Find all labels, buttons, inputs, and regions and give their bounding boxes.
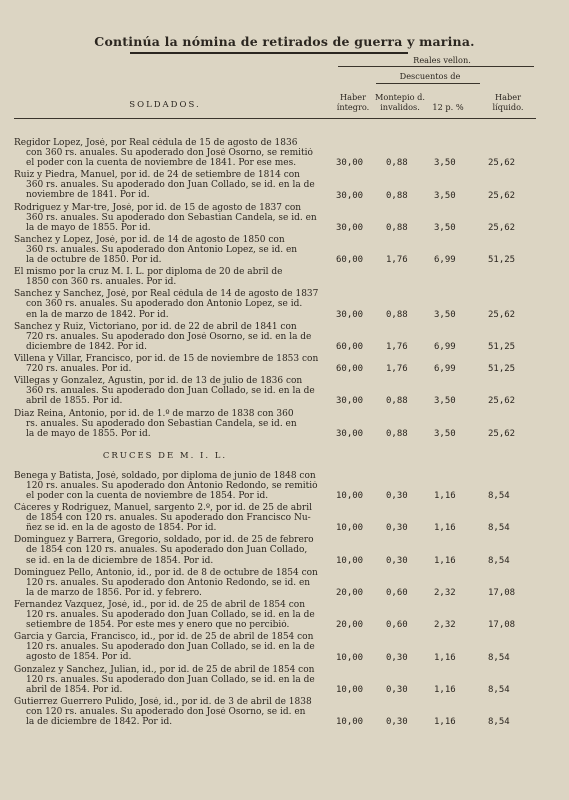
entry-line: la de octubre de 1850. Por id.	[26, 255, 162, 266]
list-item	[14, 170, 336, 200]
entry-line: la de mayo de 1855. Por id.	[26, 222, 151, 233]
montepio-value: 0,88	[386, 309, 408, 320]
page-title: Continúa la nómina de retirados de guerra y marina.	[94, 34, 475, 49]
montepio-value: 1,76	[386, 364, 408, 375]
entry-line: Garcia y Garcia, Francisco, id., por id. de 25 de abril de 1854 con	[14, 632, 314, 643]
doce-value: 1,16	[434, 491, 456, 501]
doce-value: 6,99	[434, 341, 456, 352]
montepio-value: 0,60	[386, 587, 408, 598]
list-item	[14, 235, 336, 265]
montepio-value: 0,88	[386, 428, 408, 439]
entry-line: con 360 rs. anuales. Su apoderado don Antonio Lopez, se id.	[26, 299, 303, 310]
doce-value: 3,50	[434, 309, 456, 320]
list-item	[14, 289, 336, 319]
entry-line: Dominguez y Barrera, Gregorio, soldado, por id. de 25 de febrero	[14, 535, 314, 546]
entry-line: ñez se id. en la de agosto de 1854. Por id.	[26, 523, 217, 534]
entry-line: setiembre de 1854. Por este mes y enero que no percibió.	[26, 620, 290, 631]
entry-line: con 360 rs. anuales. Su apoderado don José Osorno, se remitió	[26, 148, 313, 159]
entry-line: de 1854 con 120 rs. anuales. Su apoderado don Francisco Nu-	[26, 513, 311, 524]
header-haber-liquido-1: Haber	[494, 92, 522, 102]
entry-line: 120 rs. anuales. Su apoderado don Juan Collado, se id. en la de	[26, 674, 315, 685]
haber-integro-value: 60,00	[336, 255, 364, 266]
entry-line: el poder con la cuenta de noviembre de 1854. Por id.	[26, 490, 269, 501]
list-item	[14, 535, 336, 565]
entry-line: el poder con la cuenta de noviembre de 1841. Por ese mes.	[26, 158, 297, 169]
list-item	[14, 322, 336, 352]
haber-integro-value: 10,00	[336, 555, 364, 566]
list-item	[14, 267, 336, 287]
haber-integro-value: 10,00	[336, 652, 364, 663]
list-item	[14, 568, 336, 598]
haber-integro-value: 30,00	[336, 396, 364, 407]
header-montepio-2: invalidos.	[380, 102, 420, 112]
haber-integro-value: 30,00	[336, 428, 364, 439]
entry-line: 720 rs. anuales. Por id.	[26, 364, 132, 375]
entry-line: diciembre de 1842. Por id.	[26, 341, 148, 352]
header-rule-descuentos	[376, 83, 480, 84]
entry-line: Villegas y Gonzalez, Agustin, por id. de 13 de julio de 1836 con	[14, 376, 303, 387]
title-underline	[130, 52, 408, 54]
entry-line: Fernandez Vazquez, José, id., por id. de 25 de abril de 1854 con	[14, 600, 306, 610]
entry-line: 720 rs. anuales. Su apoderado don José Osorno, se id. en la de	[26, 331, 312, 342]
haber-integro-value: 20,00	[336, 620, 364, 631]
haber-liquido-value: 8,54	[488, 717, 510, 728]
haber-liquido-value: 25,62	[488, 222, 516, 233]
haber-liquido-value: 8,54	[488, 684, 510, 695]
haber-integro-value: 20,00	[336, 587, 364, 598]
entry-line: con 120 rs. anuales. Su apoderado don José Osorno, se id. en	[26, 706, 306, 717]
list-item	[14, 354, 336, 374]
haber-liquido-value: 51,25	[488, 341, 516, 352]
entry-line: se id. en la de diciembre de 1854. Por id.	[26, 555, 214, 566]
entry-line: abril de 1855. Por id.	[26, 396, 123, 407]
entry-line: 1850 con 360 rs. anuales. Por id.	[26, 277, 177, 288]
entry-line: 120 rs. anuales. Su apoderado don Juan Collado, se id. en la de	[26, 610, 315, 621]
montepio-value: 0,60	[386, 620, 408, 631]
list-item	[14, 203, 336, 233]
haber-integro-value: 10,00	[336, 491, 364, 501]
montepio-value: 0,30	[386, 555, 408, 566]
list-item	[14, 471, 336, 501]
montepio-value: 0,88	[386, 396, 408, 407]
montepio-value: 0,30	[386, 491, 408, 501]
header-haber-integro-1: Haber	[339, 92, 367, 102]
montepio-value: 0,30	[386, 523, 408, 534]
entry-line: 360 rs. anuales. Su apoderado don Sebastian Candela, se id. en	[26, 212, 317, 223]
haber-integro-value: 10,00	[336, 684, 364, 695]
entry-line: Dominguez Pello, Antonio, id., por id. de 8 de octubre de 1854 con	[14, 567, 318, 578]
header-haber-liquido-2: líquido.	[492, 102, 524, 112]
list-item	[14, 632, 336, 662]
doce-value: 1,16	[434, 555, 456, 566]
entry-line: Gutierrez Guerrero Pulido, José, id., por id. de 3 de abril de 1838	[14, 696, 312, 707]
header-reales: Reales vellon.	[413, 55, 471, 65]
section-heading-soldados: SOLDADOS.	[129, 100, 201, 110]
haber-liquido-value: 8,54	[488, 652, 510, 663]
header-doce: 12 p. %	[432, 102, 464, 112]
entry-line: Sanchez y Lopez, José, por id. de 14 de agosto de 1850 con	[14, 234, 285, 245]
entry-line: Cáceres y Rodriguez, Manuel, sargento 2.º, por id. de 25 de abril	[14, 503, 312, 514]
header-haber-integro-2: íntegro.	[336, 102, 370, 112]
entry-line: 360 rs. anuales. Su apoderado don Juan Collado, se id. en la de	[26, 180, 315, 191]
entry-line: la de mayo de 1855. Por id.	[26, 428, 151, 439]
doce-value: 2,32	[434, 587, 456, 598]
header-rule-top	[338, 66, 534, 67]
doce-value: 1,16	[434, 523, 456, 534]
entry-line: 120 rs. anuales. Su apoderado don Antonio Redondo, se remitió	[26, 480, 318, 491]
entry-line: abril de 1854. Por id.	[26, 684, 123, 695]
entry-line: Ruiz y Piedra, Manuel, por id. de 24 de setiembre de 1814 con	[14, 170, 300, 181]
doce-value: 3,50	[434, 222, 456, 233]
list-item	[14, 600, 336, 630]
haber-liquido-value: 8,54	[488, 523, 510, 534]
doce-value: 3,50	[434, 396, 456, 407]
montepio-value: 0,88	[386, 190, 408, 201]
list-item	[14, 409, 336, 439]
header-rule-bottom	[14, 118, 536, 119]
entry-line: la de diciembre de 1842. Por id.	[26, 717, 173, 728]
haber-liquido-value: 17,08	[488, 620, 516, 631]
doce-value: 3,50	[434, 158, 456, 169]
entry-line: Gonzalez y Sanchez, Julian, id., por id. de 25 de abril de 1854 con	[14, 664, 315, 675]
haber-liquido-value: 8,54	[488, 491, 510, 501]
doce-value: 3,50	[434, 190, 456, 201]
montepio-value: 0,88	[386, 158, 408, 169]
haber-liquido-value: 51,25	[488, 255, 516, 266]
haber-integro-value: 30,00	[336, 309, 364, 320]
doce-value: 3,50	[434, 428, 456, 439]
entry-line: noviembre de 1841. Por id.	[26, 190, 150, 201]
entry-line: rs. anuales. Su apoderado don Sebastian Candela, se id. en	[26, 418, 297, 429]
haber-liquido-value: 25,62	[488, 396, 516, 407]
header-descuentos: Descuentos de	[399, 71, 461, 81]
entry-line: en la de marzo de 1842. Por id.	[26, 309, 169, 320]
entry-line: 360 rs. anuales. Su apoderado don Juan Collado, se id. en la de	[26, 386, 315, 397]
list-item	[14, 503, 336, 533]
header-montepio-1: Montepio d.	[375, 92, 425, 102]
haber-liquido-value: 17,08	[488, 587, 516, 598]
montepio-value: 0,88	[386, 222, 408, 233]
haber-integro-value: 30,00	[336, 222, 364, 233]
entry-line: Sanchez y Ruiz, Victoriano, por id. de 22 de abril de 1841 con	[14, 321, 297, 332]
haber-integro-value: 60,00	[336, 364, 364, 375]
list-item	[14, 376, 336, 406]
entry-line: 120 rs. anuales. Su apoderado don Juan Collado, se id. en la de	[26, 642, 315, 653]
montepio-value: 1,76	[386, 255, 408, 266]
haber-integro-value: 10,00	[336, 523, 364, 534]
list-item	[14, 138, 336, 168]
entry-line: El mismo por la cruz M. I. L. por diploma de 20 de abril de	[14, 267, 283, 278]
doce-value: 6,99	[434, 364, 456, 375]
entry-line: de 1854 con 120 rs. anuales. Su apoderado don Juan Collado,	[26, 545, 308, 556]
entry-line: 120 rs. anuales. Su apoderado don Antonio Redondo, se id. en	[26, 577, 311, 588]
haber-liquido-value: 51,25	[488, 364, 516, 375]
entry-line: la de marzo de 1856. Por id. y febrero.	[26, 587, 202, 598]
section-heading-cruces: CRUCES DE M. I. L.	[102, 450, 228, 461]
doce-value: 1,16	[434, 717, 456, 728]
haber-integro-value: 60,00	[336, 341, 364, 352]
haber-integro-value: 30,00	[336, 190, 364, 201]
doce-value: 2,32	[434, 620, 456, 631]
haber-integro-value: 10,00	[336, 717, 364, 728]
entry-line: Villena y Villar, Francisco, por id. de 15 de noviembre de 1853 con	[14, 354, 319, 364]
haber-liquido-value: 25,62	[488, 428, 516, 439]
list-item	[14, 697, 336, 727]
doce-value: 6,99	[434, 255, 456, 266]
haber-liquido-value: 8,54	[488, 555, 510, 566]
montepio-value: 1,76	[386, 341, 408, 352]
doce-value: 1,16	[434, 652, 456, 663]
doce-value: 1,16	[434, 684, 456, 695]
montepio-value: 0,30	[386, 717, 408, 728]
entry-line: Rodriguez y Mar-tre, José, por id. de 15 de agosto de 1837 con	[14, 202, 302, 213]
haber-liquido-value: 25,62	[488, 190, 516, 201]
entry-line: agosto de 1854. Por id.	[26, 652, 132, 663]
entry-line: Sanchez y Sanchez, José, por Real cédula de 14 de agosto de 1837	[14, 289, 319, 300]
haber-liquido-value: 25,62	[488, 158, 516, 169]
entry-line: Diaz Reina, Antonio, por id. de 1.º de marzo de 1838 con 360	[14, 408, 294, 419]
montepio-value: 0,30	[386, 684, 408, 695]
haber-liquido-value: 25,62	[488, 309, 516, 320]
entry-line: Benega y Batista, José, soldado, por diploma de junio de 1848 con	[14, 470, 316, 481]
entry-line: Regidor Lopez, José, por Real cédula de 15 de agosto de 1836	[14, 138, 298, 148]
entry-line: 360 rs. anuales. Su apoderado don Antonio Lopez, se id. en	[26, 244, 298, 255]
haber-integro-value: 30,00	[336, 158, 364, 169]
list-item	[14, 665, 336, 695]
montepio-value: 0,30	[386, 652, 408, 663]
